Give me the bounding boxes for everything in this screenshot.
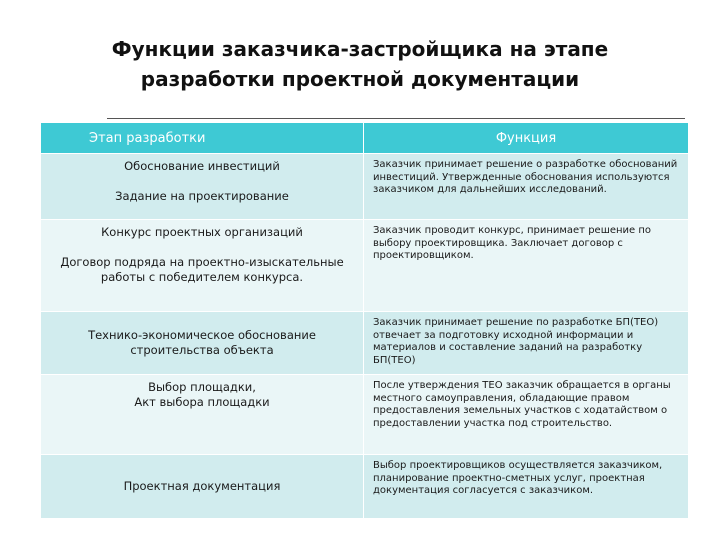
function-cell: Выбор проектировщиков осуществляется заказчиком, планирование проектно-сметных услуг, проектная документация согласуется с заказчиком. — [364, 455, 689, 519]
stage-text: Выбор площадки, — [148, 380, 256, 394]
title-line-2: разработки проектной документации — [140, 67, 580, 91]
stage-text: Конкурс проектных организаций — [101, 225, 303, 239]
stage-cell — [41, 154, 364, 220]
stage-text: Задание на проектирование — [115, 189, 289, 203]
stage-gap — [51, 174, 353, 189]
function-cell: Заказчик принимает решение по разработке БП(ТЕО) отвечает за подготовку исходной информации и материалов и составление заданий на разработку БП(ТЕО) — [364, 312, 689, 375]
table-row — [41, 154, 689, 220]
function-cell: После утверждения ТЕО заказчик обращается в органы местного самоуправления, обладающие правом предоставления земельных участков с ходатайством о предоставлении участка под строительство. — [364, 375, 689, 455]
title-divider — [107, 118, 685, 119]
stage-cell: Технико-экономическое обоснование строительства объекта — [41, 312, 364, 375]
functions-table — [40, 122, 689, 519]
slide-title — [40, 34, 680, 94]
stage-gap — [51, 240, 353, 255]
stage-text: Договор подряда на проектно-изыскательные работы с победителем конкурса. — [60, 255, 344, 284]
stage-cell — [41, 220, 364, 312]
table-row — [41, 312, 689, 375]
title-line-1: Функции заказчика-застройщика на этапе — [111, 37, 609, 61]
stage-cell: Проектная документация — [41, 455, 364, 519]
function-cell: Заказчик принимает решение о разработке обоснований инвестиций. Утвержденные обоснования используются заказчиком для дальнейших исследований. — [364, 154, 689, 220]
stage-text: Обоснование инвестиций — [124, 159, 280, 173]
table-row — [41, 220, 689, 312]
table-row — [41, 375, 689, 455]
function-cell: Заказчик проводит конкурс, принимает решение по выбору проектировщика. Заключает договор с проектировщиком. — [364, 220, 689, 312]
table-header-row — [41, 123, 689, 154]
header-stage: Этап разработки — [41, 123, 364, 154]
header-function: Функция — [364, 123, 689, 154]
stage-cell — [41, 375, 364, 455]
stage-text: Акт выбора площадки — [134, 395, 270, 409]
table-row — [41, 455, 689, 519]
